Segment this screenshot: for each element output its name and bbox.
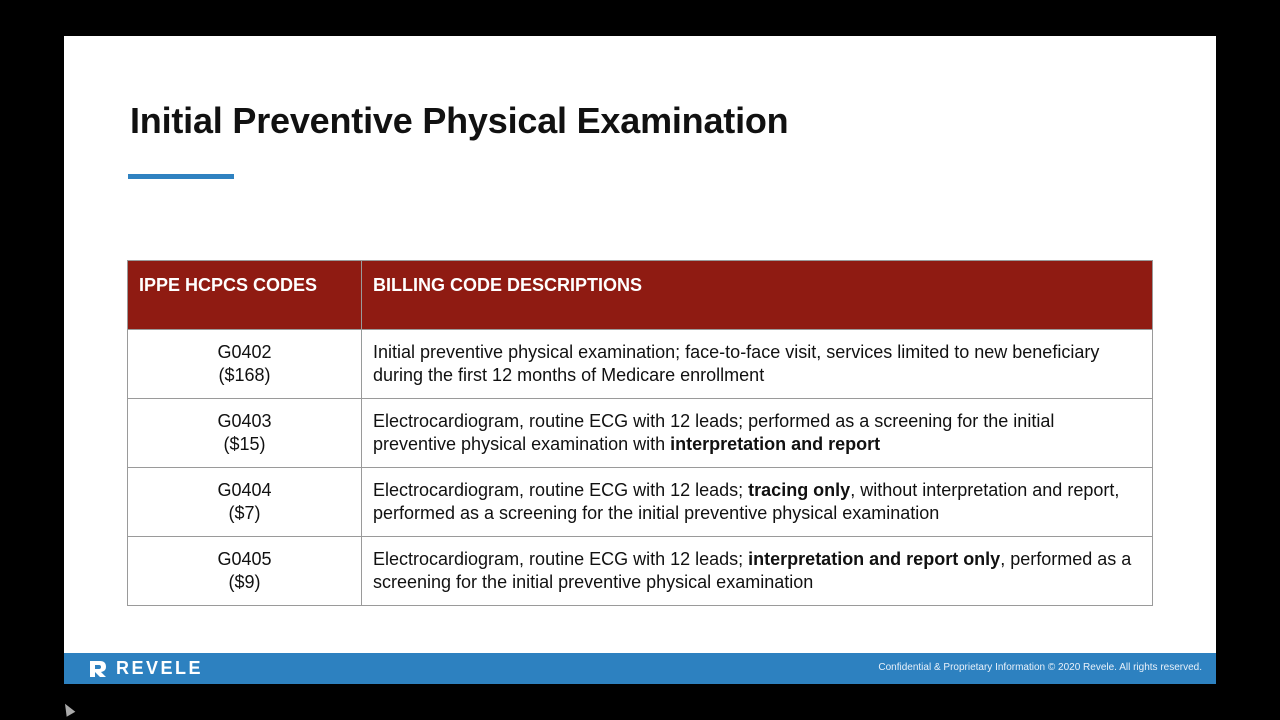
- table-row: [128, 537, 1153, 606]
- description-bold-text: tracing only: [748, 480, 851, 500]
- table-row: [128, 330, 1153, 399]
- description-text-tail: , without interpretation and report, performed as a screening for the initial preventive physical examination: [373, 480, 1120, 523]
- hcpcs-code: G0403: [217, 411, 272, 431]
- hcpcs-code: G0405: [217, 549, 272, 569]
- table-row: [128, 399, 1153, 468]
- description-text: Electrocardiogram, routine ECG with 12 leads;: [373, 549, 749, 569]
- code-price: ($168): [218, 365, 271, 385]
- hcpcs-code: G0402: [217, 342, 272, 362]
- brand-logo: [88, 658, 203, 679]
- table-header-row: [128, 261, 1153, 330]
- code-price: ($9): [228, 572, 261, 592]
- description-cell: [362, 537, 1153, 606]
- code-price: ($7): [228, 503, 261, 523]
- header-billing-descriptions: BILLING CODE DESCRIPTIONS: [362, 261, 1153, 330]
- description-bold-text: interpretation and report: [670, 434, 881, 454]
- presentation-slide: [64, 36, 1216, 684]
- description-text-tail: , performed as a screening for the initial preventive physical examination: [373, 549, 1132, 592]
- code-cell: [128, 399, 362, 468]
- code-cell: [128, 468, 362, 537]
- description-text: Electrocardiogram, routine ECG with 12 leads;: [373, 480, 749, 500]
- hcpcs-code: G0404: [217, 480, 272, 500]
- description-bold-text: interpretation and report only: [748, 549, 1001, 569]
- description-cell: [362, 399, 1153, 468]
- copyright-notice: Confidential & Proprietary Information © 2020 Revele. All rights reserved.: [878, 662, 1202, 673]
- mouse-cursor-icon: [61, 701, 76, 716]
- revele-logo-icon: [88, 659, 108, 679]
- description-cell: [362, 468, 1153, 537]
- description-cell: [362, 330, 1153, 399]
- header-hcpcs-codes: IPPE HCPCS CODES: [128, 261, 362, 330]
- description-text: Initial preventive physical examination; face-to-face visit, services limited to new beneficiary during the first 12 months of Medicare enrollment: [373, 342, 1100, 385]
- table-row: [128, 468, 1153, 537]
- slide-footer: [64, 653, 1216, 684]
- description-text: Electrocardiogram, routine ECG with 12 leads; performed as a screening for the initial preventive physical examination with: [373, 411, 1055, 454]
- slide-title: Initial Preventive Physical Examination: [130, 100, 789, 141]
- billing-codes-table: [127, 260, 1153, 606]
- title-accent-bar: [128, 174, 234, 179]
- brand-name: REVELE: [116, 658, 204, 678]
- code-cell: [128, 330, 362, 399]
- code-cell: [128, 537, 362, 606]
- code-price: ($15): [223, 434, 266, 454]
